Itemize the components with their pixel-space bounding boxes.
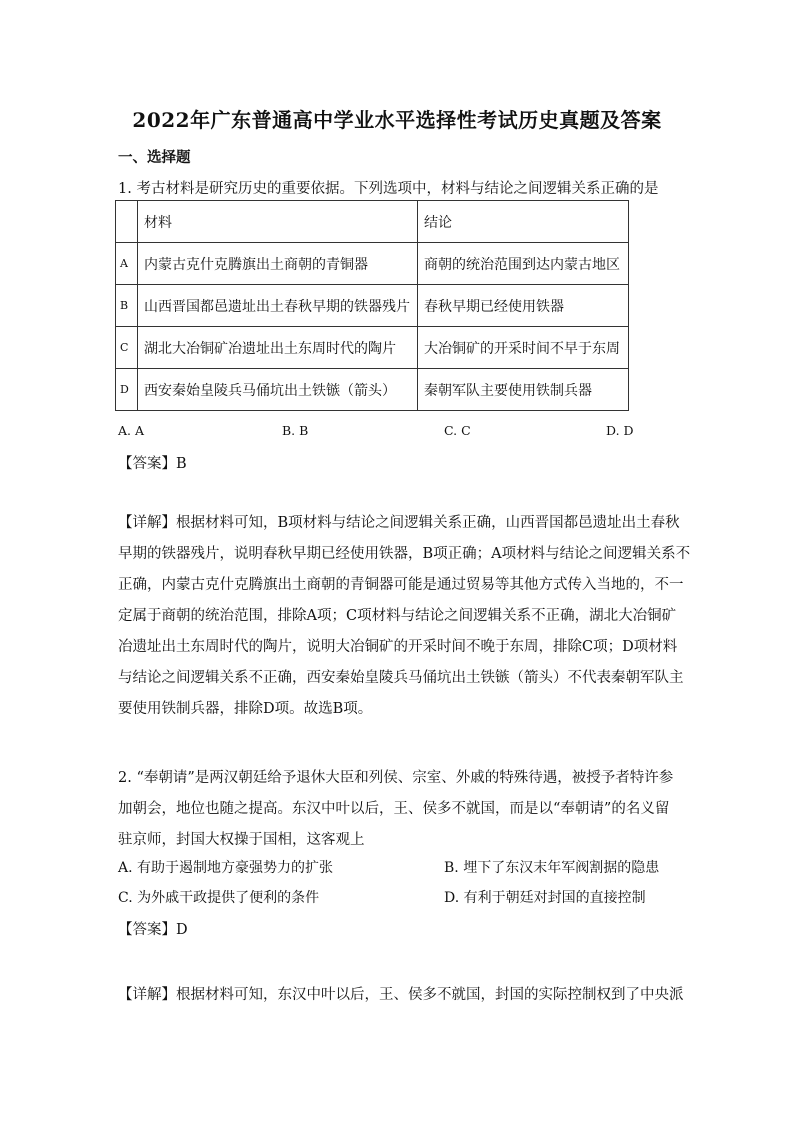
table-row <box>116 285 629 327</box>
q1-stem: 1. 考古材料是研究历史的重要依据。下列选项中，材料与结论之间逻辑关系正确的是 <box>118 181 659 197</box>
table-cell: 大冶铜矿的开采时间不早于东周 <box>418 327 629 369</box>
q2-detail: 【详解】根据材料可知，东汉中叶以后，王、侯多不就国，封国的实际控制权到了中央派 <box>118 987 684 1003</box>
table-cell: A <box>116 243 138 285</box>
table-cell: C <box>116 327 138 369</box>
table-cell: 商朝的统治范围到达内蒙古地区 <box>418 243 629 285</box>
table-cell: D <box>116 369 138 411</box>
table-cell: 西安秦始皇陵兵马俑坑出土铁镞（箭头） <box>138 369 418 411</box>
table-row <box>116 327 629 369</box>
q2-answer: 【答案】D <box>118 922 188 938</box>
q1-detail-line: 正确，内蒙古克什克腾旗出土商朝的青铜器可能是通过贸易等其他方式传入当地的，不一 <box>118 577 684 593</box>
q1-table <box>115 200 629 411</box>
q1-detail-line: 要使用铁制兵器，排除D项。故选B项。 <box>118 701 373 717</box>
q1-option-b: B. B <box>282 423 309 438</box>
q2-stem <box>118 763 678 856</box>
q1-detail-line: 冶遗址出土东周时代的陶片，说明大冶铜矿的开采时间不晚于东周，排除C项；D项材料 <box>118 639 678 655</box>
table-header-cell: 材料 <box>138 201 418 243</box>
q2-option-b: B. 埋下了东汉末年军阀割据的隐患 <box>444 860 660 876</box>
table-cell: 内蒙古克什克腾旗出土商朝的青铜器 <box>138 243 418 285</box>
q2-stem-line: 2. “奉朝请”是两汉朝廷给予退休大臣和列侯、宗室、外戚的特殊待遇，被授予者特许参 <box>118 770 674 786</box>
table-row <box>116 369 629 411</box>
table-cell: 山西晋国都邑遗址出土春秋早期的铁器残片 <box>138 285 418 327</box>
table-cell: 秦朝军队主要使用铁制兵器 <box>418 369 629 411</box>
page-title: 2022年广东普通高中学业水平选择性考试历史真题及答案 <box>132 108 662 132</box>
q1-option-d: D. D <box>606 423 634 438</box>
q1-option-c: C. C <box>444 423 471 438</box>
table-cell: 春秋早期已经使用铁器 <box>418 285 629 327</box>
table-row <box>116 243 629 285</box>
q2-stem-line: 加朝会，地位也随之提高。东汉中叶以后，王、侯多不就国，而是以“奉朝请”的名义留 <box>118 801 670 817</box>
q1-detail-line: 定属于商朝的统治范围，排除A项；C项材料与结论之间逻辑关系不正确，湖北大冶铜矿 <box>118 608 677 624</box>
table-cell: B <box>116 285 138 327</box>
q2-option-d: D. 有利于朝廷对封国的直接控制 <box>444 890 646 906</box>
q2-option-a: A. 有助于遏制地方豪强势力的扩张 <box>118 860 334 876</box>
table-header-row <box>116 201 629 243</box>
table-cell: 湖北大冶铜矿冶遗址出土东周时代的陶片 <box>138 327 418 369</box>
q2-option-c: C. 为外戚干政提供了便利的条件 <box>118 890 320 906</box>
section-heading: 一、选择题 <box>118 149 191 166</box>
q1-detail-line: 【详解】根据材料可知，B项材料与结论之间逻辑关系正确，山西晋国都邑遗址出土春秋 <box>118 515 680 531</box>
table-header-cell <box>116 201 138 243</box>
q1-detail <box>118 508 691 725</box>
table-header-cell: 结论 <box>418 201 629 243</box>
q1-detail-line: 早期的铁器残片，说明春秋早期已经使用铁器，B项正确；A项材料与结论之间逻辑关系不 <box>118 546 691 562</box>
q1-answer: 【答案】B <box>118 456 187 472</box>
q1-detail-line: 与结论之间逻辑关系不正确，西安秦始皇陵兵马俑坑出土铁镞（箭头）不代表秦朝军队主 <box>118 670 684 686</box>
q1-option-a: A. A <box>118 423 145 438</box>
q2-stem-line: 驻京师，封国大权操于国相，这客观上 <box>118 832 365 848</box>
